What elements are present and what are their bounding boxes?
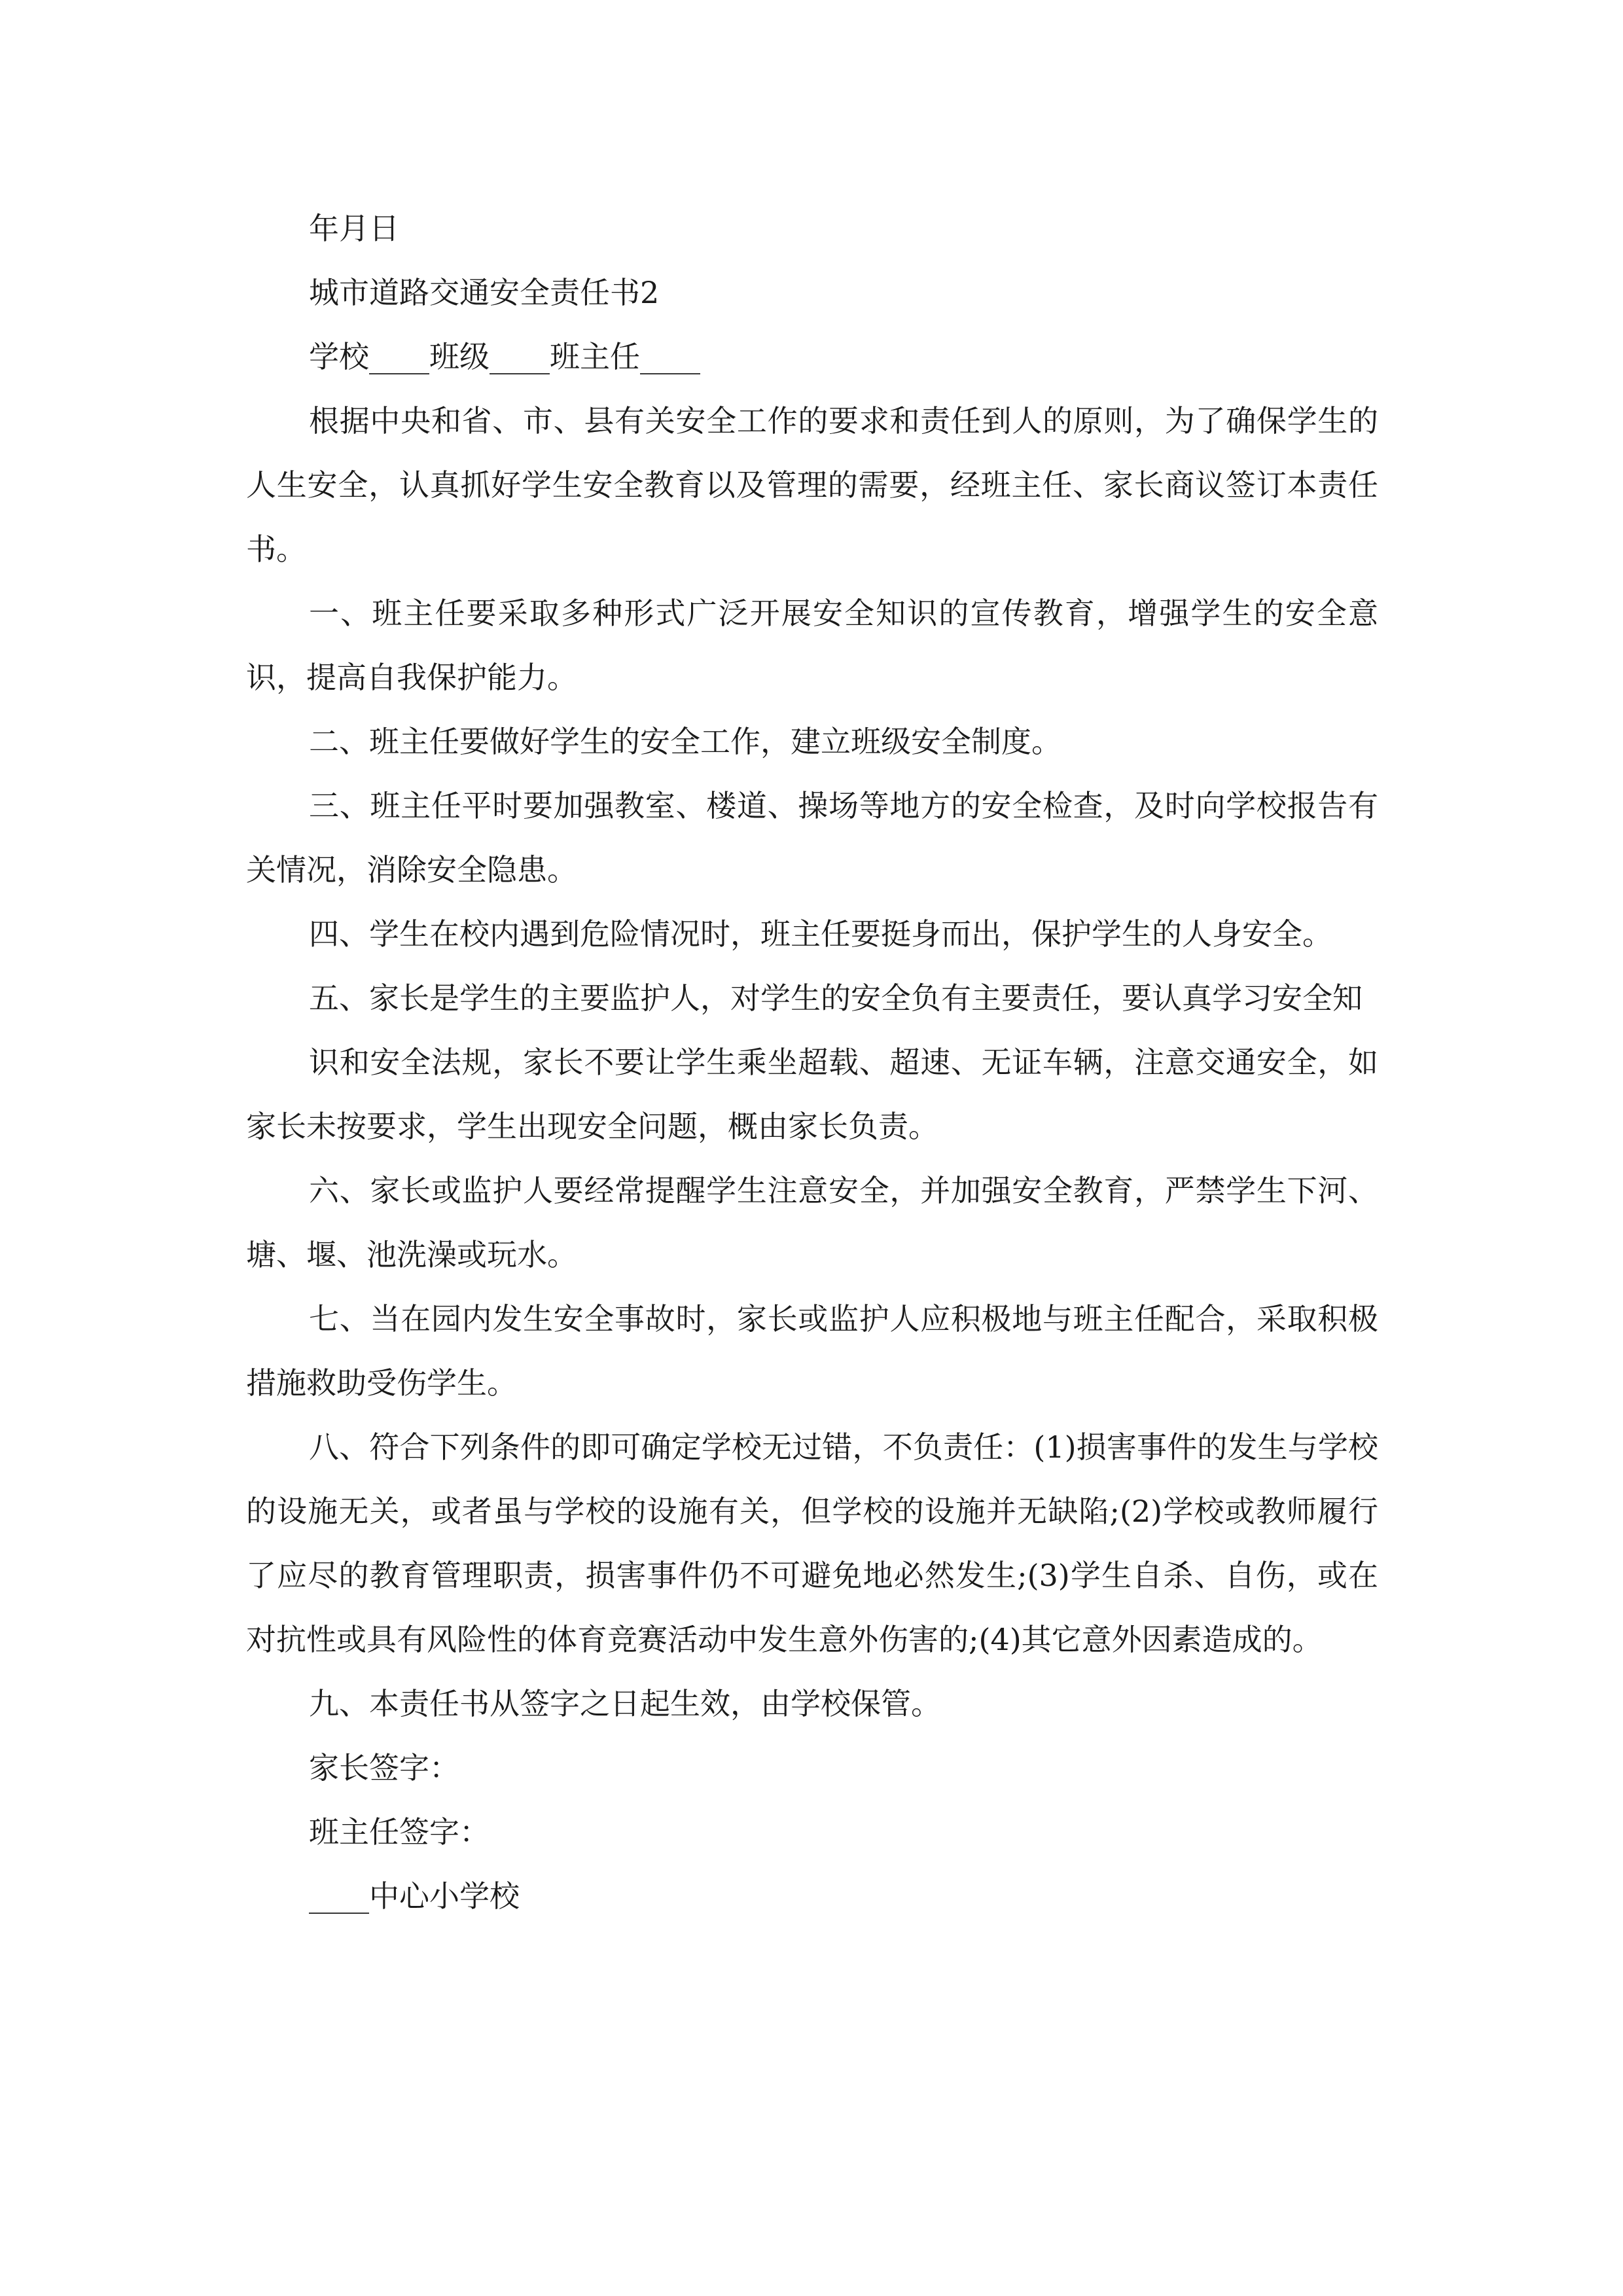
header-fields: 学校____班级____班主任____: [309, 339, 700, 374]
clause-8: 八、符合下列条件的即可确定学校无过错，不负责任：(1)损害事件的发生与学校的设施无关，或者虽与学校的设施有关，但学校的设施并无缺陷;(2)学校或教师履行了应尽的教育管理职责，损害事件仍不可避免地必然发生;(3)学生自杀、自伤，或在对抗性或具有风险性的体育竞赛活动中发生意外伤害的;(4)其它意外因素造成的。: [246, 1429, 1378, 1657]
clause-1: 一、班主任要采取多种形式广泛开展安全知识的宣传教育，增强学生的安全意识，提高自我保护能力。: [246, 596, 1378, 695]
clause-6: 六、家长或监护人要经常提醒学生注意安全，并加强安全教育，严禁学生下河、塘、堰、池洗澡或玩水。: [246, 1173, 1378, 1272]
teacher-signature-line: 班主任签字：: [309, 1814, 490, 1850]
clause-5-part-2: 识和安全法规，家长不要让学生乘坐超载、超速、无证车辆，注意交通安全，如家长未按要求，学生出现安全问题，概由家长负责。: [246, 1045, 1378, 1144]
intro-paragraph: 根据中央和省、市、县有关安全工作的要求和责任到人的原则，为了确保学生的人生安全，认真抓好学生安全教育以及管理的需要，经班主任、家长商议签订本责任书。: [246, 403, 1378, 567]
clause-2: 二、班主任要做好学生的安全工作，建立班级安全制度。: [309, 724, 1061, 759]
parent-signature-line: 家长签字：: [309, 1750, 459, 1785]
clause-4: 四、学生在校内遇到危险情况时，班主任要挺身而出，保护学生的人身安全。: [309, 916, 1332, 952]
clause-7: 七、当在园内发生安全事故时，家长或监护人应积极地与班主任配合，采取积极措施救助受伤学生。: [246, 1301, 1378, 1401]
document-title: 城市道路交通安全责任书2: [309, 275, 660, 310]
document-body: [246, 196, 1378, 1928]
school-name-line: ____中心小学校: [309, 1878, 520, 1914]
clause-5-part-1: 五、家长是学生的主要监护人，对学生的安全负有主要责任，要认真学习安全知: [309, 980, 1363, 1016]
date-line: 年月日: [309, 211, 399, 246]
clause-9: 九、本责任书从签字之日起生效，由学校保管。: [309, 1686, 941, 1721]
clause-3: 三、班主任平时要加强教室、楼道、操场等地方的安全检查，及时向学校报告有关情况，消除安全隐患。: [246, 788, 1378, 888]
